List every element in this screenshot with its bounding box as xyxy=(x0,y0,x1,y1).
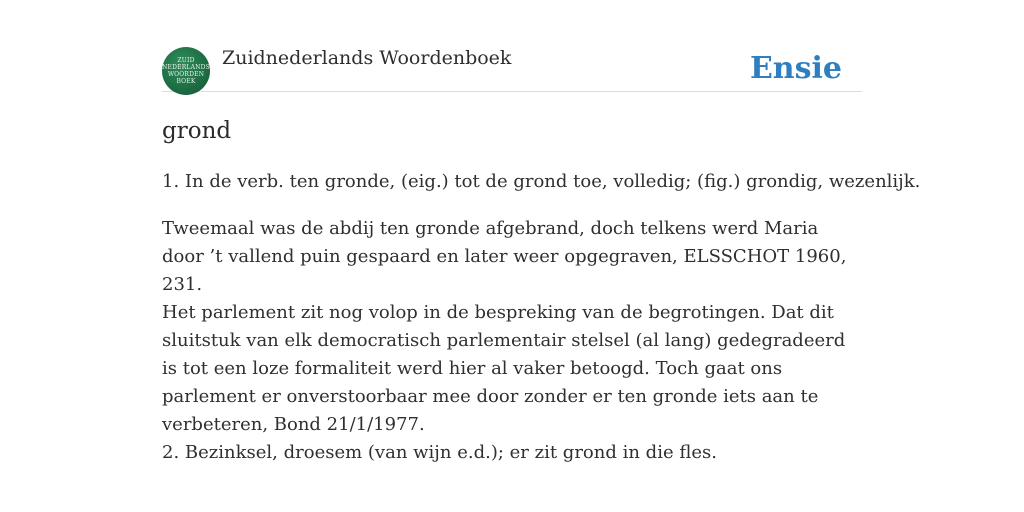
page xyxy=(162,0,921,512)
logo-text-line: BOEK xyxy=(176,78,196,85)
citation-paragraph: Tweemaal was de abdij ten gronde afgebrand, doch telkens werd Maria door ’t vallend puin gespaard en later weer opgegraven, ELSSCHOT 1960, 231. xyxy=(162,218,847,295)
definition-paragraph: 1. In de verb. ten gronde, (eig.) tot de grond toe, volledig; (fig.) grondig, wezenlijk. xyxy=(162,171,921,192)
entry-headword: grond xyxy=(162,118,232,144)
logo-text-line: ZUID xyxy=(177,57,195,64)
definition-paragraph: 2. Bezinksel, droesem (van wijn e.d.); er zit grond in die fles. xyxy=(162,442,717,463)
logo-text-line: NEDERLANDS xyxy=(162,64,210,71)
logo-text-line: WOORDEN xyxy=(167,71,205,78)
site-logo[interactable] xyxy=(162,47,210,95)
citation-paragraph: Het parlement zit nog volop in de bespreking van de begrotingen. Dat dit sluitstuk van elk democratisch parlementair stelsel (al lang) gedegradeerd is tot een loze formaliteit werd hier al vaker betoogd. Toch gaat ons parlement er onverstoorbaar mee door zonder er ten gronde iets aan te verbeteren, Bond 21/1/1977. xyxy=(162,302,846,435)
site-header xyxy=(162,45,862,92)
brand-logo-link[interactable]: Ensie xyxy=(749,51,842,86)
site-name-link[interactable]: Zuidnederlands Woordenboek xyxy=(222,47,512,69)
